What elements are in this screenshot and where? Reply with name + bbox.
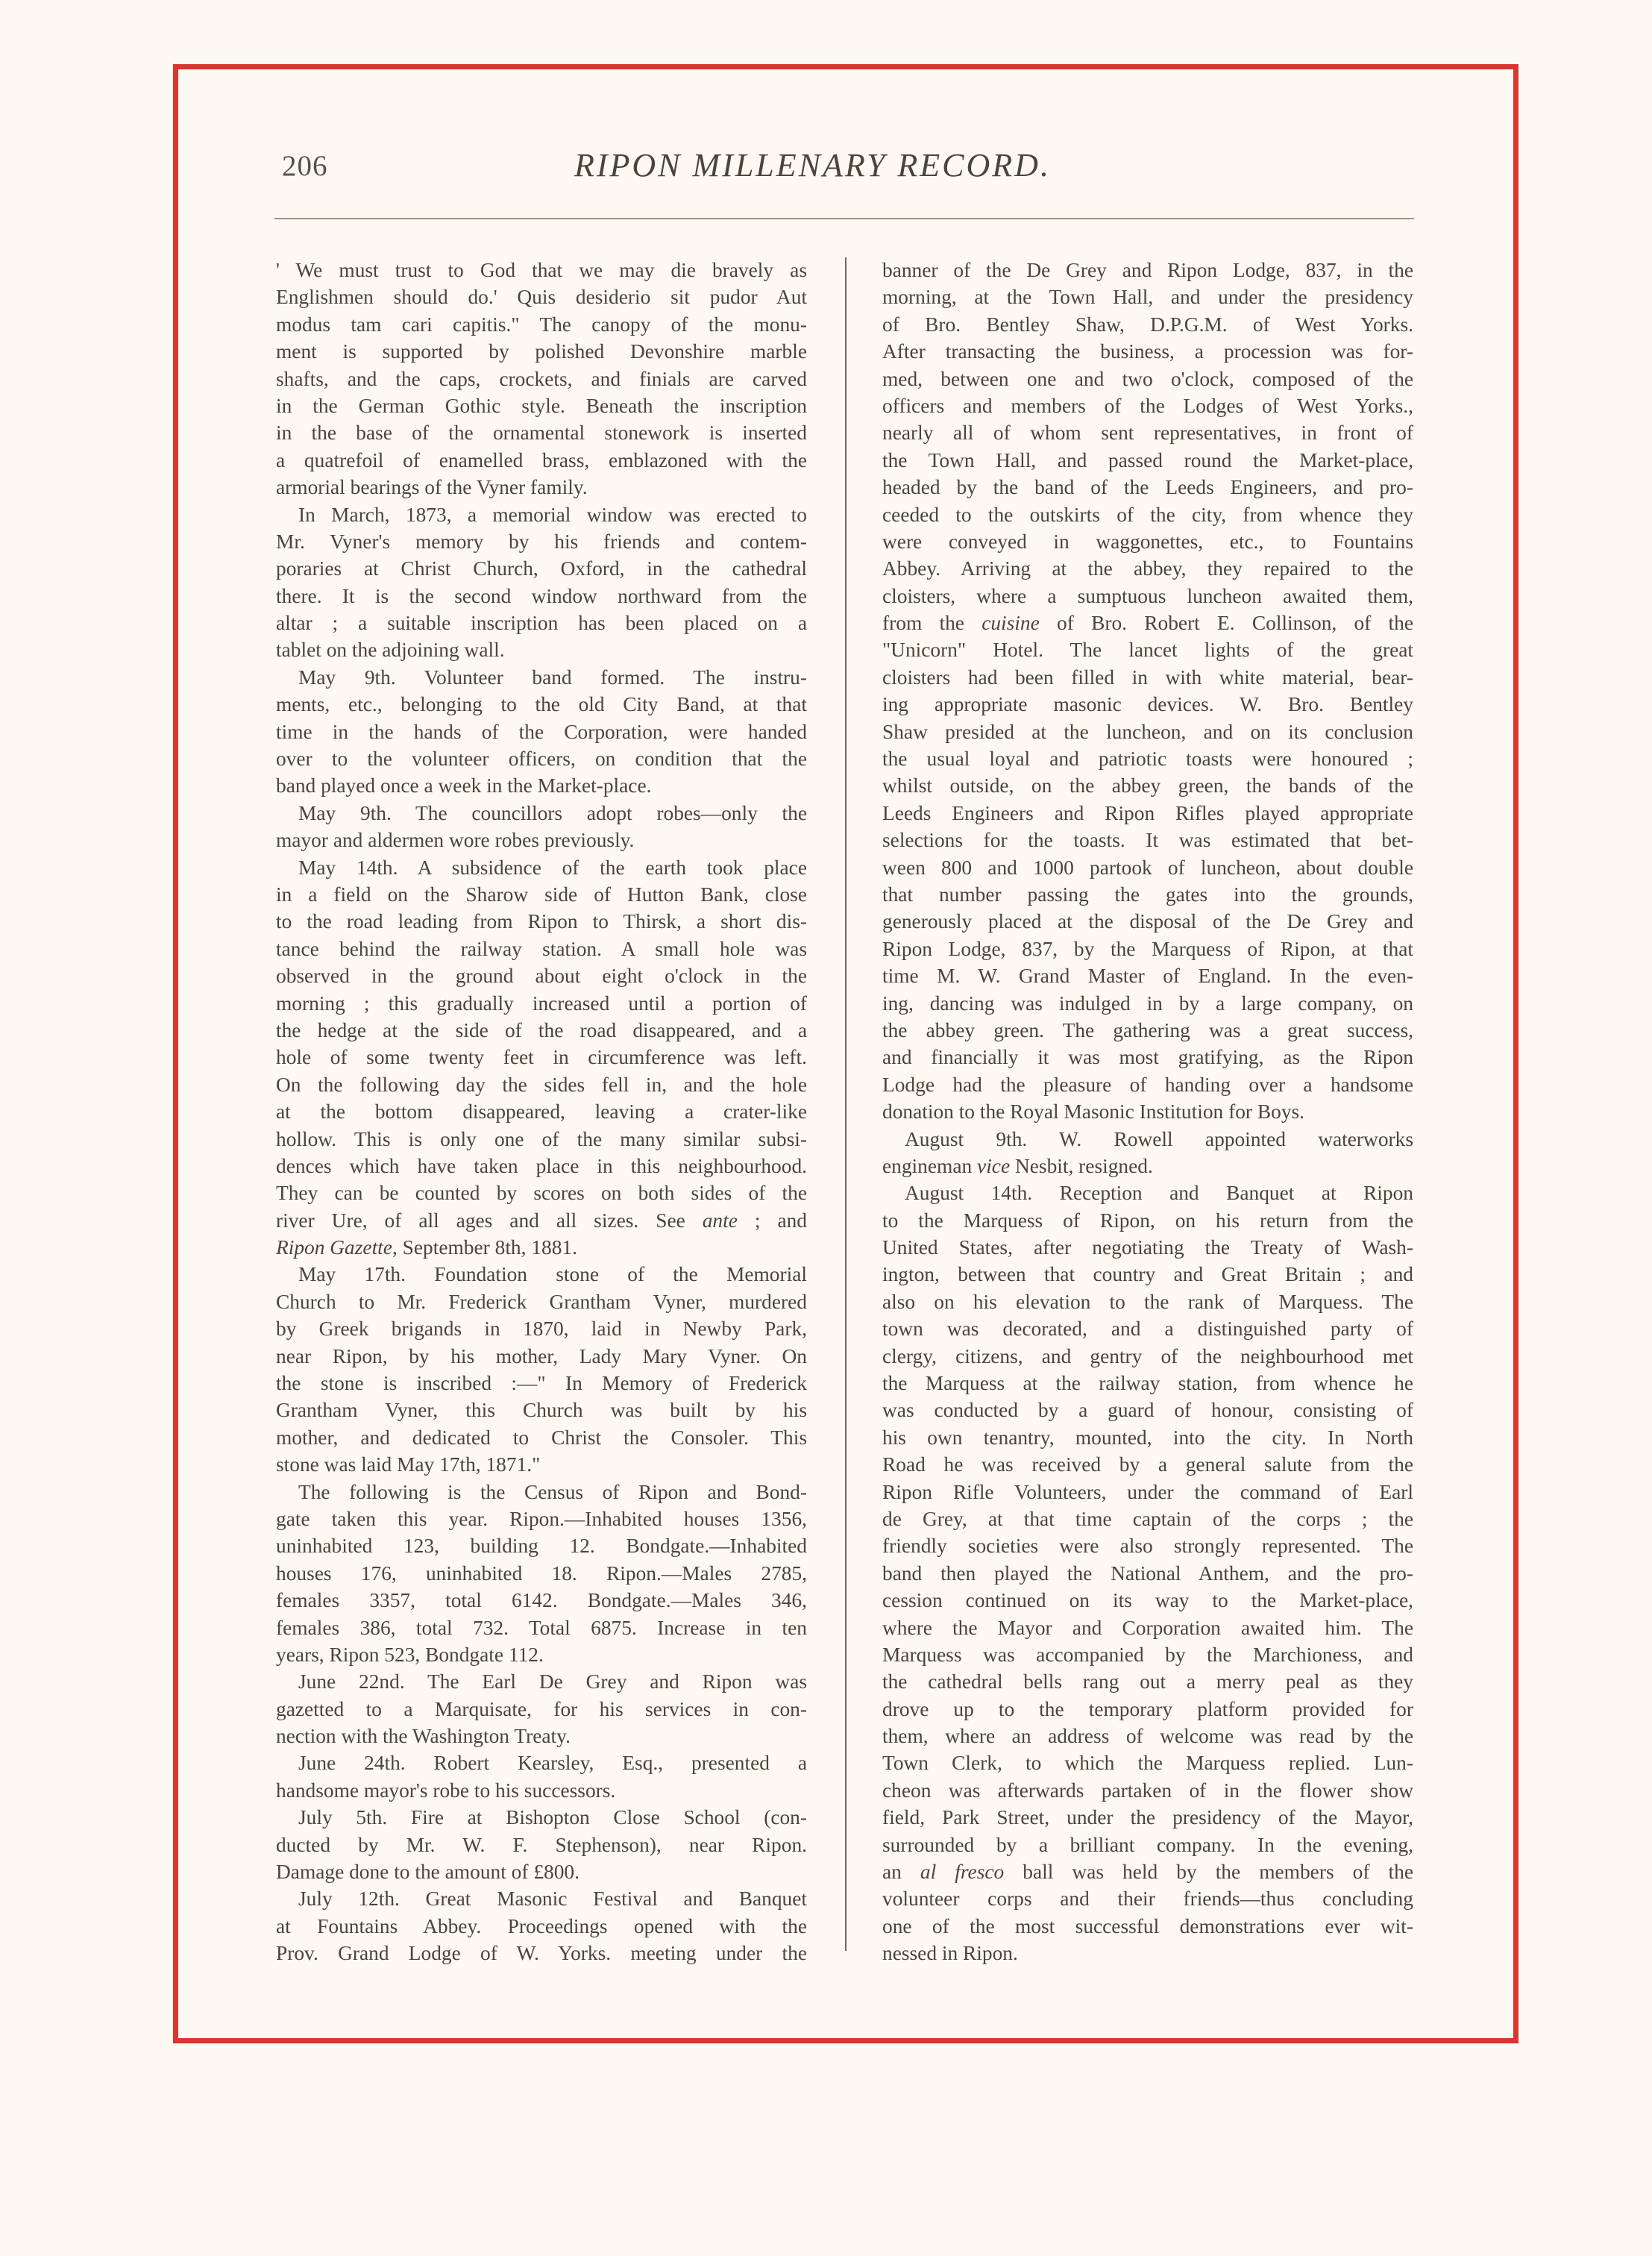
- text-line: time in the hands of the Corporation, were handed: [276, 720, 807, 743]
- text-line: surrounded by a brilliant company. In the evening,: [882, 1833, 1413, 1856]
- text-line: June 24th. Robert Kearsley, Esq., presented a: [298, 1752, 807, 1775]
- text-line: drove up to the temporary platform provided for: [882, 1697, 1413, 1720]
- text-line: his own tenantry, mounted, into the city. In North: [882, 1426, 1413, 1449]
- header-rule: [274, 218, 1414, 219]
- text-line: tance behind the railway station. A small hole was: [276, 937, 807, 960]
- text-line: females 3357, total 6142. Bondgate.—Males 346,: [276, 1589, 807, 1612]
- text-line: Shaw presided at the luncheon, and on its conclusion: [882, 720, 1413, 743]
- text-line: Road he was received by a general salute from the: [882, 1453, 1413, 1476]
- italic-text: cuisine: [982, 612, 1040, 635]
- text-line: officers and members of the Lodges of West Yorks.,: [882, 394, 1413, 417]
- text-line: They can be counted by scores on both sides of the: [276, 1182, 807, 1205]
- text-line: ceeded to the outskirts of the city, from whence they: [882, 503, 1413, 526]
- text-line: generously placed at the disposal of the De Grey and: [882, 910, 1413, 933]
- text-segment: from the: [882, 612, 982, 635]
- text-line: at the bottom disappeared, leaving a crater-like: [276, 1100, 807, 1124]
- italic-text: Ripon Gazette: [276, 1236, 392, 1259]
- text-line: near Ripon, by his mother, Lady Mary Vyner. On: [276, 1344, 807, 1367]
- text-line: in the German Gothic style. Beneath the inscription: [276, 394, 807, 417]
- text-line: to the road leading from Ripon to Thirsk, a short dis-: [276, 910, 807, 933]
- text-line: females 386, total 732. Total 6875. Increase in ten: [276, 1616, 807, 1639]
- text-line: band played once a week in the Market-place.: [276, 774, 652, 798]
- text-segment: engineman: [882, 1154, 978, 1177]
- italic-text: al fresco: [920, 1861, 1005, 1884]
- text-line: the cathedral bells rang out a merry peal as they: [882, 1670, 1413, 1693]
- text-line: [276, 1207, 807, 1234]
- text-line: May 14th. A subsidence of the earth took place: [298, 856, 807, 879]
- text-line: uninhabited 123, building 12. Bondgate.—Inhabited: [276, 1535, 807, 1558]
- text-line: of Bro. Bentley Shaw, D.P.G.M. of West Yorks.: [882, 313, 1413, 336]
- text-line: hollow. This is only one of the many similar subsi-: [276, 1127, 807, 1150]
- text-line: nearly all of whom sent representatives, in front of: [882, 422, 1413, 445]
- text-line: friendly societies were also strongly represented. The: [882, 1535, 1413, 1558]
- text-line: dences which have taken place in this neighbourhood.: [276, 1154, 807, 1177]
- text-line: that number passing the gates into the grounds,: [882, 883, 1413, 906]
- text-line: the abbey green. The gathering was a great success,: [882, 1018, 1413, 1041]
- text-line: Leeds Engineers and Ripon Rifles played appropriate: [882, 801, 1413, 824]
- text-segment: ; and: [737, 1209, 807, 1232]
- text-line: June 22nd. The Earl De Grey and Ripon was: [298, 1670, 807, 1693]
- text-line: gate taken this year. Ripon.—Inhabited houses 1356,: [276, 1507, 807, 1530]
- text-line: [882, 1153, 1413, 1179]
- text-line: Town Clerk, to which the Marquess replied. Lun-: [882, 1752, 1413, 1775]
- text-line: cloisters, where a sumptuous luncheon awaited them,: [882, 584, 1413, 607]
- text-line: stone was laid May 17th, 1871.": [276, 1453, 541, 1476]
- text-line: ments, etc., belonging to the old City Band, at that: [276, 693, 807, 716]
- text-line: ' We must trust to God that we may die bravely as: [276, 259, 807, 281]
- text-line: de Grey, at that time captain of the corps ; the: [882, 1507, 1413, 1530]
- text-line: morning, at the Town Hall, and under the presidency: [882, 286, 1413, 309]
- text-line: armorial bearings of the Vyner family.: [276, 476, 588, 499]
- text-line: Grantham Vyner, this Church was built by his: [276, 1399, 807, 1422]
- text-line: the stone is inscribed :—" In Memory of Frederick: [276, 1372, 807, 1395]
- text-line: August 14th. Reception and Banquet at Ripon: [905, 1182, 1413, 1205]
- text-line: Marquess was accompanied by the Marchioness, and: [882, 1643, 1413, 1666]
- text-line: altar ; a suitable inscription has been placed on a: [276, 612, 807, 635]
- text-line: the Town Hall, and passed round the Market-place,: [882, 448, 1413, 471]
- text-line: field, Park Street, under the presidency of the Mayor,: [882, 1806, 1413, 1829]
- text-line: On the following day the sides fell in, and the hole: [276, 1073, 807, 1096]
- text-line: May 9th. Volunteer band formed. The instru-: [298, 665, 807, 689]
- text-line: cession continued on its way to the Market-place,: [882, 1589, 1413, 1612]
- text-line: the hedge at the side of the road disappeared, and a: [276, 1018, 807, 1041]
- text-line: Ripon Rifle Volunteers, under the command of Earl: [882, 1480, 1413, 1503]
- text-line: by Greek brigands in 1870, laid in Newby Park,: [276, 1317, 807, 1341]
- right-text-column: [882, 257, 1413, 1967]
- text-line: United States, after negotiating the Treaty of Wash-: [882, 1236, 1413, 1259]
- text-line: Ripon Lodge, 837, by the Marquess of Ripon, at that: [882, 937, 1413, 960]
- text-line: ducted by Mr. W. F. Stephenson), near Ripon.: [276, 1833, 807, 1856]
- italic-text: vice: [977, 1154, 1011, 1177]
- text-line: years, Ripon 523, Bondgate 112.: [276, 1643, 544, 1666]
- text-line: Mr. Vyner's memory by his friends and contem-: [276, 530, 807, 553]
- text-line: poraries at Christ Church, Oxford, in the cathedral: [276, 557, 807, 580]
- text-line: cloisters had been filled in with white material, bear-: [882, 665, 1413, 689]
- text-line: them, where an address of welcome was read by the: [882, 1725, 1413, 1748]
- text-line: cheon was afterwards partaken of in the flower show: [882, 1779, 1413, 1802]
- text-segment: , September 8th, 1881.: [392, 1236, 577, 1259]
- text-line: ington, between that country and Great Britain ; and: [882, 1263, 1413, 1286]
- text-line: ing appropriate masonic devices. W. Bro. Bentley: [882, 693, 1413, 716]
- text-line: houses 176, uninhabited 18. Ripon.—Males 2785,: [276, 1561, 807, 1585]
- text-line: mother, and dedicated to Christ the Consoler. This: [276, 1426, 807, 1449]
- text-segment: an: [882, 1861, 920, 1884]
- text-line: [882, 1858, 1413, 1885]
- text-line: hole of some twenty feet in circumference was left.: [276, 1046, 807, 1069]
- text-line: modus tam cari capitis." The canopy of the monu-: [276, 313, 807, 336]
- text-line: ween 800 and 1000 partook of luncheon, about double: [882, 856, 1413, 879]
- page-number: 206: [282, 150, 328, 182]
- text-line: August 9th. W. Rowell appointed waterworks: [905, 1127, 1413, 1150]
- text-line: nection with the Washington Treaty.: [276, 1725, 571, 1748]
- text-line: May 9th. The councillors adopt robes—only the: [298, 801, 807, 824]
- text-segment: of Bro. Robert E. Collinson, of the: [1039, 612, 1413, 635]
- text-line: "Unicorn" Hotel. The lancet lights of the great: [882, 639, 1413, 662]
- column-divider: [845, 257, 847, 1951]
- text-line: selections for the toasts. It was estimated that bet-: [882, 829, 1413, 852]
- italic-text: ante: [702, 1209, 738, 1232]
- text-line: May 17th. Foundation stone of the Memorial: [298, 1263, 807, 1286]
- text-line: at Fountains Abbey. Proceedings opened with the: [276, 1914, 807, 1937]
- text-line: July 5th. Fire at Bishopton Close School (con-: [298, 1806, 807, 1829]
- text-line: over to the volunteer officers, on condition that the: [276, 748, 807, 771]
- text-line: volunteer corps and their friends—thus concluding: [882, 1887, 1413, 1911]
- text-line: was conducted by a guard of honour, consisting of: [882, 1399, 1413, 1422]
- text-segment: river Ure, of all ages and all sizes. See: [276, 1209, 703, 1232]
- text-line: and financially it was most gratifying, as the Ripon: [882, 1046, 1413, 1069]
- text-line: in the base of the ornamental stonework is inserted: [276, 422, 807, 445]
- text-line: The following is the Census of Ripon and Bond-: [298, 1480, 807, 1503]
- text-line: med, between one and two o'clock, composed of the: [882, 367, 1413, 390]
- text-line: Prov. Grand Lodge of W. Yorks. meeting under the: [276, 1942, 807, 1965]
- text-line: observed in the ground about eight o'clock in the: [276, 965, 807, 988]
- text-segment: ball was held by the members of the: [1004, 1861, 1413, 1884]
- text-line: banner of the De Grey and Ripon Lodge, 837, in the: [882, 259, 1413, 281]
- text-line: handsome mayor's robe to his successors.: [276, 1779, 616, 1802]
- text-line: were conveyed in waggonettes, etc., to Fountains: [882, 530, 1413, 553]
- text-line: Damage done to the amount of £800.: [276, 1861, 580, 1884]
- text-line: a quatrefoil of enamelled brass, emblazoned with the: [276, 448, 807, 471]
- text-line: band then played the National Anthem, and the pro-: [882, 1561, 1413, 1585]
- text-line: July 12th. Great Masonic Festival and Banquet: [298, 1887, 807, 1911]
- text-line: ing, dancing was indulged in by a large company, on: [882, 991, 1413, 1015]
- text-line: the usual loyal and patriotic toasts were honoured ;: [882, 748, 1413, 771]
- text-segment: Nesbit, resigned.: [1010, 1154, 1153, 1177]
- text-line: headed by the band of the Leeds Engineers, and pro-: [882, 476, 1413, 499]
- text-line: After transacting the business, a procession was for-: [882, 340, 1413, 363]
- text-line: clergy, citizens, and gentry of the neighbourhood met: [882, 1344, 1413, 1367]
- text-line: ment is supported by polished Devonshire marble: [276, 340, 807, 363]
- text-line: mayor and aldermen wore robes previously.: [276, 829, 635, 852]
- text-line: time M. W. Grand Master of England. In the even-: [882, 965, 1413, 988]
- running-title: RIPON MILLENARY RECORD.: [574, 147, 1051, 184]
- text-line: Church to Mr. Frederick Grantham Vyner, murdered: [276, 1290, 807, 1313]
- text-line: the Marquess at the railway station, from whence he: [882, 1372, 1413, 1395]
- text-line: Englishmen should do.' Quis desiderio sit pudor Aut: [276, 286, 807, 309]
- text-line: where the Mayor and Corporation awaited him. The: [882, 1616, 1413, 1639]
- text-line: there. It is the second window northward from the: [276, 584, 807, 607]
- text-line: donation to the Royal Masonic Institution for Boys.: [882, 1100, 1305, 1124]
- text-line: Abbey. Arriving at the abbey, they repaired to the: [882, 557, 1413, 580]
- text-line: nessed in Ripon.: [882, 1942, 1018, 1965]
- text-line: tablet on the adjoining wall.: [276, 639, 505, 662]
- text-line: gazetted to a Marquisate, for his services in con-: [276, 1697, 807, 1720]
- text-line: Lodge had the pleasure of handing over a handsome: [882, 1073, 1413, 1096]
- text-line: [276, 1234, 807, 1261]
- left-text-column: [276, 257, 807, 1967]
- text-line: one of the most successful demonstrations ever wit-: [882, 1914, 1413, 1937]
- text-line: to the Marquess of Ripon, on his return from the: [882, 1209, 1413, 1232]
- text-line: morning ; this gradually increased until a portion of: [276, 991, 807, 1015]
- text-line: whilst outside, on the abbey green, the bands of the: [882, 774, 1413, 798]
- text-line: shafts, and the caps, crockets, and finials are carved: [276, 367, 807, 390]
- text-line: [882, 610, 1413, 636]
- text-line: town was decorated, and a distinguished party of: [882, 1317, 1413, 1341]
- text-line: in a field on the Sharow side of Hutton Bank, close: [276, 883, 807, 906]
- text-line: also on his elevation to the rank of Marquess. The: [882, 1290, 1413, 1313]
- text-line: In March, 1873, a memorial window was erected to: [298, 503, 807, 526]
